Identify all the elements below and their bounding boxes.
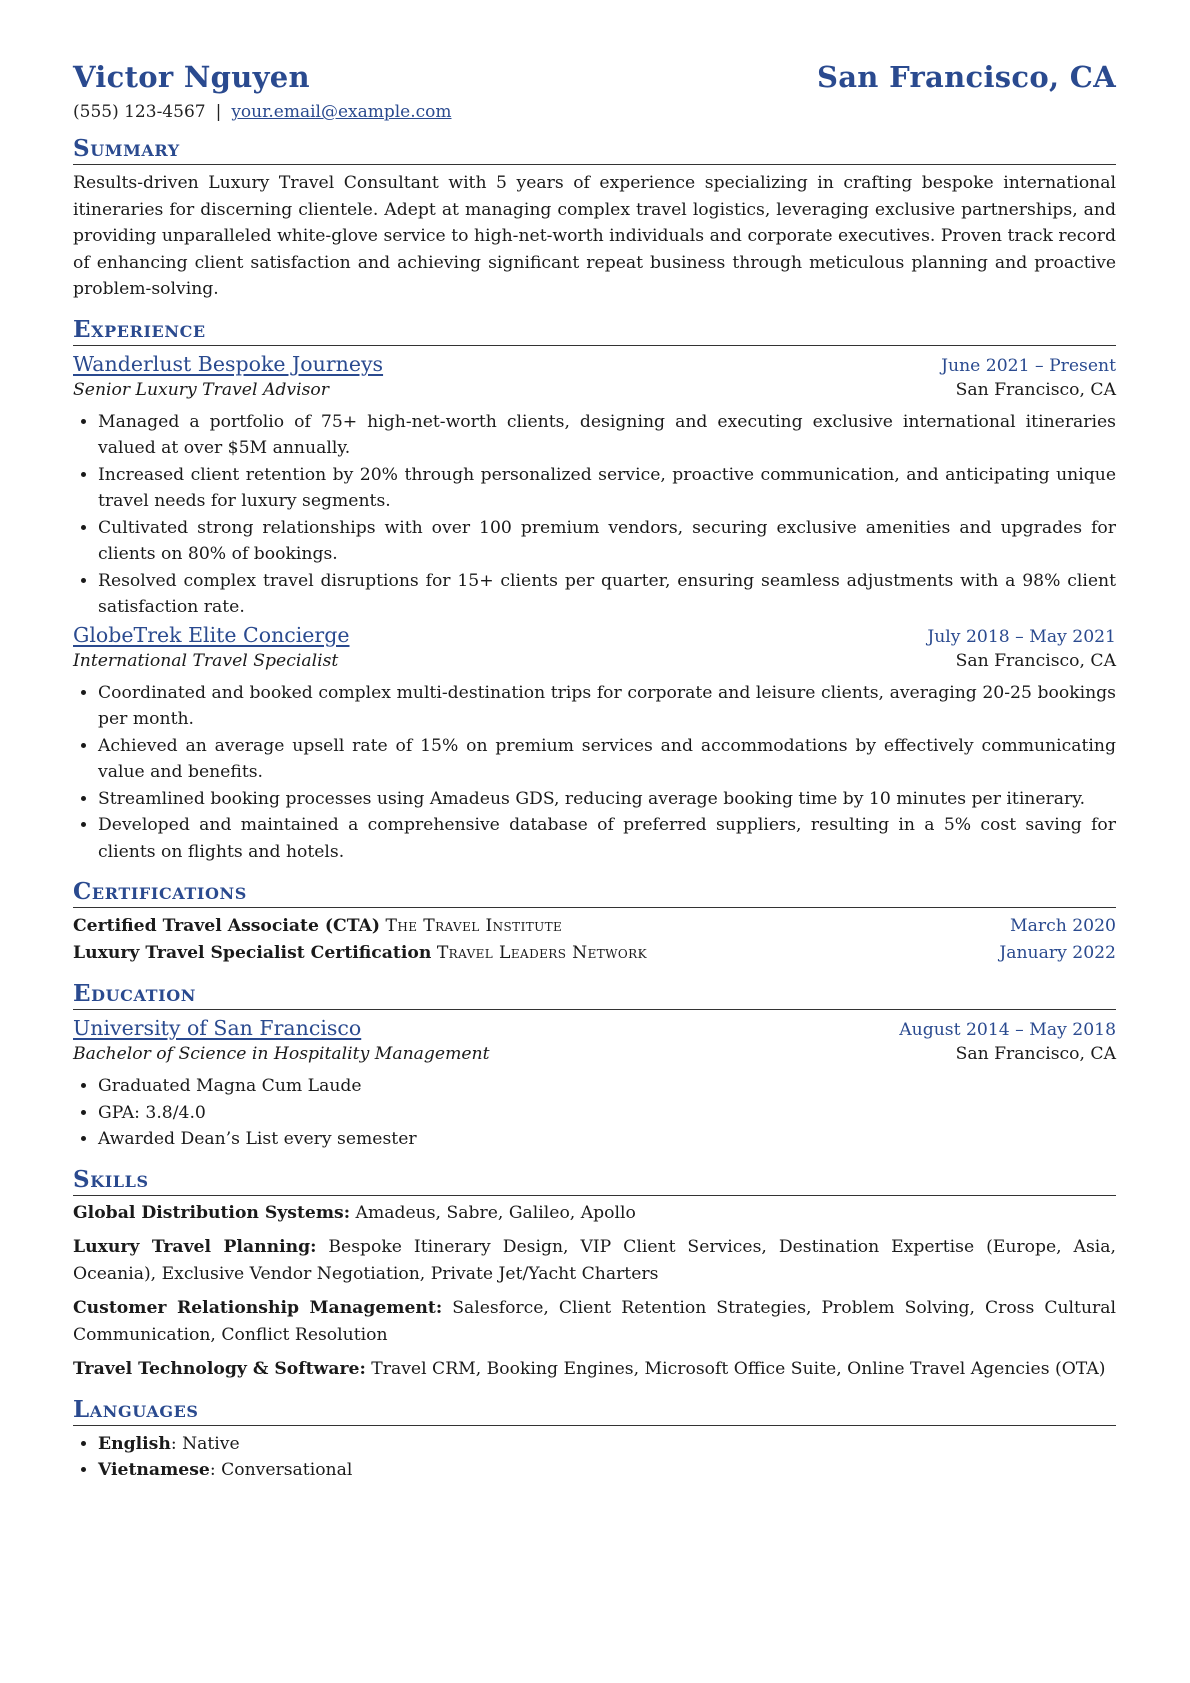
- skill-label: Customer Relationship Management:: [73, 1298, 443, 1318]
- contact-line: [73, 102, 1116, 122]
- certification-row: [73, 940, 1116, 967]
- skill-value: Travel CRM, Booking Engines, Microsoft Office Suite, Online Travel Agencies (OTA): [371, 1359, 1106, 1379]
- list-item: • Coordinated and booked complex multi-destination trips for corporate and leisure clients, averaging 20-25 bookings per month.: [98, 680, 1116, 733]
- experience-entry: [73, 352, 1116, 621]
- certification-date: January 2022: [999, 943, 1116, 963]
- certification-name: Certified Travel Associate (CTA): [73, 916, 381, 936]
- list-item: • Managed a portfolio of 75+ high-net-worth clients, designing and executing exclusive international itineraries valued at over $5M annually.: [98, 409, 1116, 462]
- list-item: • Graduated Magna Cum Laude: [98, 1073, 1116, 1100]
- education-entry: [73, 1016, 1116, 1153]
- section-title-summary: Summary: [73, 134, 1116, 165]
- skill-group: [73, 1200, 1116, 1227]
- skill-value: Amadeus, Sabre, Galileo, Apollo: [355, 1202, 636, 1223]
- school-name[interactable]: University of San Francisco: [73, 1016, 362, 1040]
- contact-separator: |: [215, 102, 222, 122]
- job-location: San Francisco, CA: [955, 379, 1116, 400]
- list-item: • Cultivated strong relationships with over 100 premium vendors, securing exclusive amenities and upgrades for clients on 80% of bookings.: [98, 515, 1116, 568]
- education-dates: August 2014 – May 2018: [899, 1020, 1116, 1040]
- certifications-list: [73, 913, 1116, 967]
- certification-date: March 2020: [1010, 916, 1116, 936]
- education-location: San Francisco, CA: [955, 1044, 1116, 1064]
- list-item: [98, 1457, 1116, 1484]
- section-title-certifications: Certifications: [73, 877, 1116, 908]
- skill-group: [73, 1295, 1116, 1348]
- job-location: San Francisco, CA: [955, 650, 1116, 671]
- candidate-name: Victor Nguyen: [73, 60, 310, 94]
- phone-number: (555) 123-4567: [73, 102, 206, 122]
- certification-issuer: Travel Leaders Network: [436, 943, 647, 963]
- list-item: • Developed and maintained a comprehensive database of preferred suppliers, resulting in a 5% cost saving for clients on flights and hotels.: [98, 812, 1116, 865]
- header: [73, 60, 1116, 94]
- languages-list: [73, 1431, 1116, 1484]
- list-item: [98, 1431, 1116, 1458]
- experience-entry: [73, 623, 1116, 866]
- section-title-education: Education: [73, 979, 1116, 1010]
- skill-label: Travel Technology & Software:: [73, 1359, 366, 1379]
- language-name: English: [98, 1433, 171, 1454]
- job-dates: June 2021 – Present: [941, 355, 1116, 376]
- header-location: San Francisco, CA: [816, 60, 1116, 94]
- language-level: : Conversational: [209, 1460, 353, 1480]
- certification-issuer: The Travel Institute: [385, 916, 563, 936]
- language-level: : Native: [170, 1433, 240, 1454]
- job-bullets: [73, 680, 1116, 866]
- section-title-skills: Skills: [73, 1165, 1116, 1196]
- list-item: • Streamlined booking processes using Amadeus GDS, reducing average booking time by 10 minutes per itinerary.: [98, 786, 1116, 813]
- skill-value: Bespoke Itinerary Design, VIP Client Services, Destination Expertise (Europe, Asia, Oceania), Exclusive Vendor Negotiation, Private Jet/Yacht Charters: [73, 1237, 1116, 1284]
- job-dates: July 2018 – May 2021: [927, 626, 1116, 647]
- language-name: Vietnamese: [98, 1460, 210, 1480]
- list-item: • Awarded Dean’s List every semester: [98, 1126, 1116, 1153]
- degree: Bachelor of Science in Hospitality Management: [73, 1044, 490, 1064]
- skills-list: [73, 1200, 1116, 1383]
- certification-row: [73, 913, 1116, 940]
- company-name[interactable]: Wanderlust Bespoke Journeys: [73, 351, 384, 376]
- education-bullets: [73, 1073, 1116, 1153]
- summary-text: Results-driven Luxury Travel Consultant with 5 years of experience specializing in crafting bespoke international itineraries for discerning clientele. Adept at managing complex travel logistics, leveraging exclusive partnerships, and providing unparalleled white-glove service to high-net-worth individuals and corporate executives. Proven track record of enhancing client satisfaction and achieving significant repeat business through meticulous planning and proactive problem-solving.: [73, 173, 1116, 299]
- skill-group: [73, 1234, 1116, 1287]
- job-bullets: [73, 409, 1116, 621]
- list-item: • Increased client retention by 20% through personalized service, proactive communication, and anticipating unique travel needs for luxury segments.: [98, 462, 1116, 515]
- skill-group: [73, 1356, 1116, 1383]
- job-title: International Travel Specialist: [73, 650, 339, 671]
- list-item: • GPA: 3.8/4.0: [98, 1100, 1116, 1127]
- skill-label: Luxury Travel Planning:: [73, 1237, 317, 1257]
- email-link[interactable]: your.email@example.com: [231, 102, 452, 122]
- section-title-languages: Languages: [73, 1395, 1116, 1426]
- job-title: Senior Luxury Travel Advisor: [73, 379, 329, 400]
- certification-name: Luxury Travel Specialist Certification: [73, 943, 432, 963]
- list-item: • Achieved an average upsell rate of 15% on premium services and accommodations by effectively communicating value and benefits.: [98, 733, 1116, 786]
- skill-label: Global Distribution Systems:: [73, 1202, 351, 1223]
- list-item: • Resolved complex travel disruptions for 15+ clients per quarter, ensuring seamless adjustments with a 98% client satisfaction rate.: [98, 568, 1116, 621]
- skill-value: Salesforce, Client Retention Strategies, Problem Solving, Cross Cultural Communication, Conflict Resolution: [73, 1298, 1116, 1345]
- company-name[interactable]: GlobeTrek Elite Concierge: [73, 622, 350, 647]
- section-title-experience: Experience: [73, 315, 1116, 346]
